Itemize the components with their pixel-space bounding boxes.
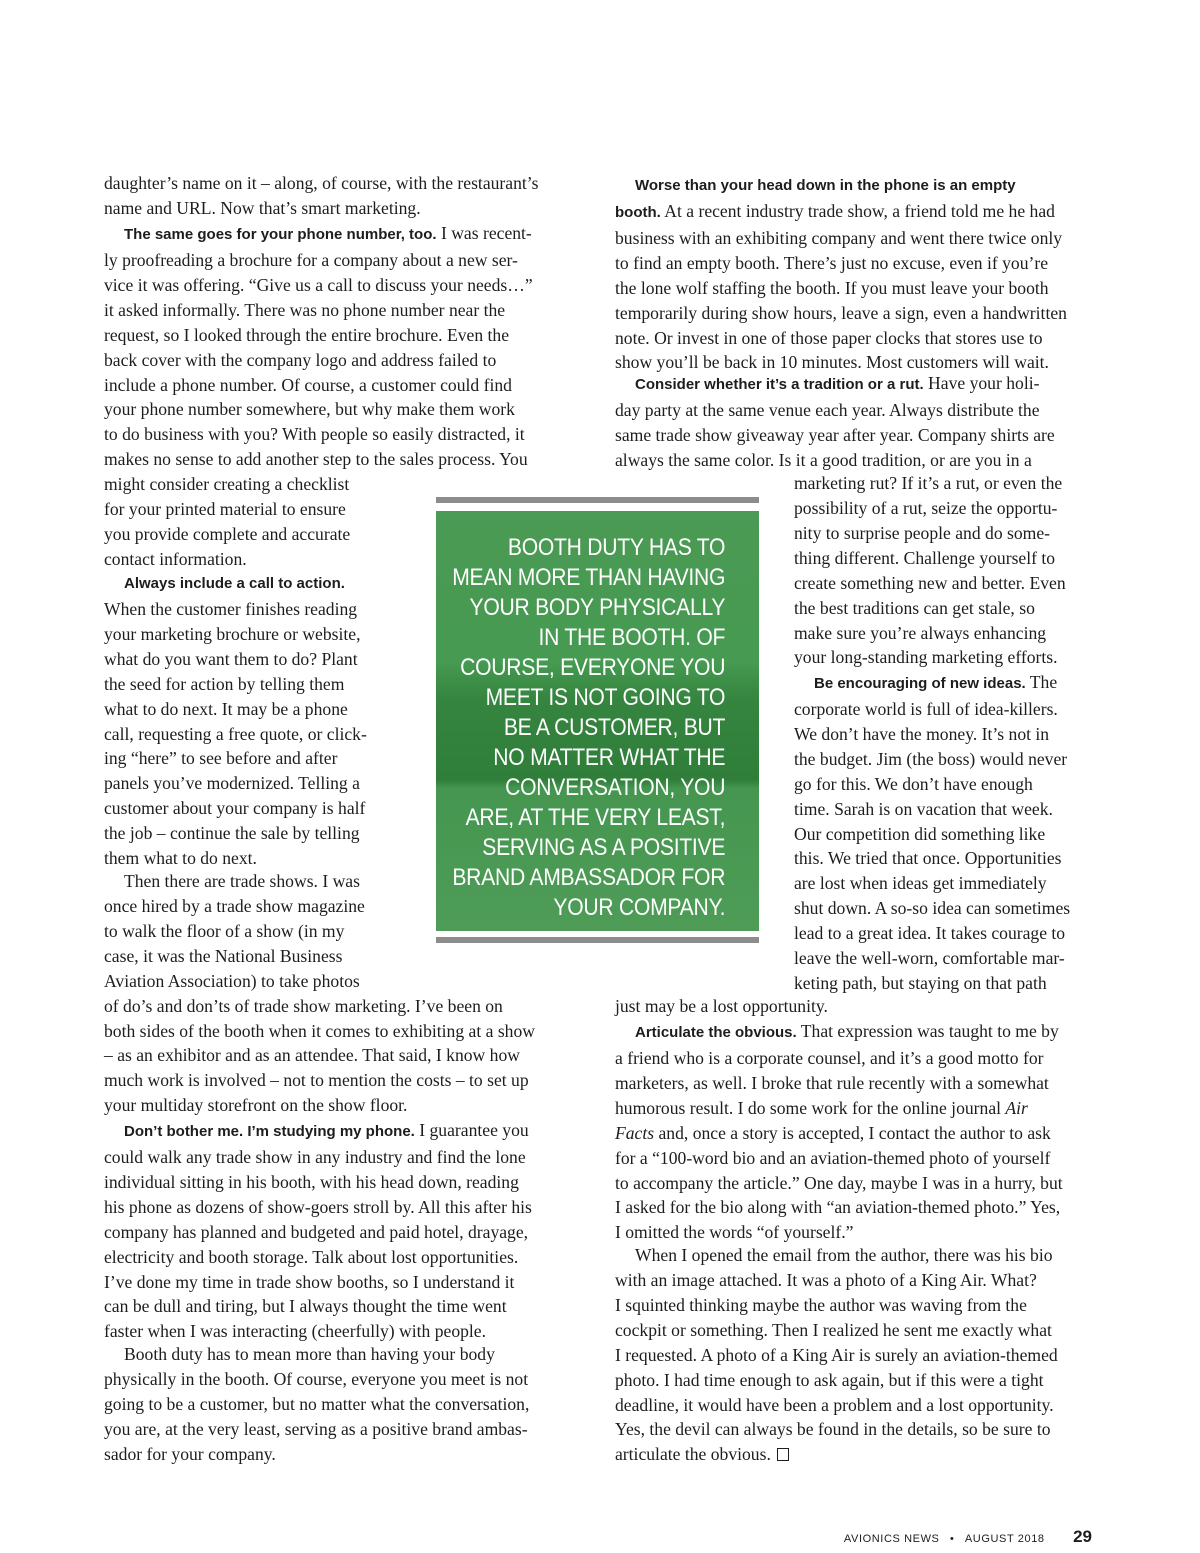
text-line: once hired by a trade show magazine — [104, 895, 365, 916]
text-line: of do’s and don’ts of trade show marketing. I’ve been on — [104, 995, 503, 1016]
text-line: marketing rut? If it’s a rut, or even the — [794, 473, 1063, 493]
paragraph-lead: The same goes for your phone number, too. — [124, 226, 437, 243]
text-line: are lost when ideas get immediately — [794, 873, 1047, 894]
text-line: for your printed material to ensure — [104, 499, 346, 520]
text-line: the job – continue the sale by telling — [104, 823, 360, 844]
text-line: same trade show giveaway year after year. Company shirts are — [615, 424, 1055, 445]
text-line: create something new and better. Even — [794, 572, 1066, 593]
text-line: going to be a customer, but no matter what the conversation, — [104, 1393, 530, 1414]
publication-name: AVIONICS NEWS — [843, 1533, 940, 1545]
text-line: nity to surprise people and do some- — [794, 522, 1051, 543]
text-line: I asked for the bio along with “an aviation-themed photo.” Yes, — [615, 1197, 1061, 1218]
text-line: might consider creating a checklist — [104, 474, 350, 495]
text-line: the best traditions can get stale, so — [794, 597, 1035, 618]
text-line: I guarantee you — [414, 1120, 529, 1140]
text-line: Then there are trade shows. I was — [124, 871, 360, 891]
text-line: I requested. A photo of a King Air is surely an aviation-themed — [615, 1344, 1058, 1365]
text-line: Yes, the devil can always be found in the details, so be sure to — [615, 1419, 1051, 1440]
text-line: business with an exhibiting company and went there twice only — [615, 227, 1063, 248]
footer-separator: • — [949, 1533, 955, 1545]
pull-quote-line: YOUR COMPANY. — [553, 894, 725, 921]
text-line: – as an exhibitor and as an attendee. That said, I know how — [104, 1045, 520, 1066]
text-line: makes no sense to add another step to the sales process. You — [104, 449, 528, 470]
text-line: shut down. A so-so idea can sometimes — [794, 898, 1071, 919]
text-line: day party at the same venue each year. Always distribute the — [615, 399, 1040, 420]
text-line: much work is involved – not to mention the costs – to set up — [104, 1070, 529, 1091]
pull-quote-line: ARE, AT THE VERY LEAST, — [465, 804, 725, 831]
text-line: electricity and booth storage. Talk about lost opportunities. — [104, 1246, 519, 1267]
paragraph-lead: Don’t bother me. I’m studying my phone. — [124, 1123, 415, 1140]
pull-quote-line: NO MATTER WHAT THE — [493, 744, 725, 771]
text-line: That expression was taught to me by — [796, 1021, 1059, 1041]
text-line: back cover with the company logo and address failed to — [104, 349, 497, 370]
text-line: it asked informally. There was no phone number near the — [104, 299, 506, 320]
text-line: show you’ll be back in 10 minutes. Most customers will wait. — [615, 352, 1049, 373]
text-line: leave the well-worn, comfortable mar- — [794, 948, 1065, 969]
text-line: you provide complete and accurate — [104, 524, 351, 545]
pull-quote-line: BRAND AMBASSADOR FOR — [452, 864, 725, 891]
text-line: I was recent- — [436, 223, 532, 243]
text-line: corporate world is full of idea-killers. — [794, 698, 1058, 719]
text-line: articulate the obvious. — [615, 1444, 771, 1465]
text-line: I squinted thinking maybe the author was waving from the — [615, 1294, 1027, 1315]
text-line: with an image attached. It was a photo of a King Air. What? — [615, 1269, 1037, 1290]
text-line: your multiday storefront on the show floor. — [104, 1095, 408, 1116]
text-line: this. We tried that once. Opportunities — [794, 848, 1062, 869]
text-line: possibility of a rut, seize the opportu- — [794, 497, 1058, 518]
text-line: the lone wolf staffing the booth. If you must leave your booth — [615, 277, 1049, 298]
pull-quote-line: BOOTH DUTY HAS TO — [507, 534, 725, 561]
text-line: individual sitting in his booth, with his head down, reading — [104, 1171, 519, 1192]
text-line: I’ve done my time in trade show booths, so I understand it — [104, 1271, 515, 1292]
end-of-article-square-icon — [777, 1448, 789, 1461]
pull-quote-line: BE A CUSTOMER, BUT — [503, 714, 725, 741]
text-line: vice it was offering. “Give us a call to discuss your needs…” — [104, 274, 533, 295]
text-line: Facts and, once a story is accepted, I contact the author to ask — [615, 1122, 1051, 1143]
text-line: your marketing brochure or website, — [104, 623, 361, 644]
text-line: the budget. Jim (the boss) would never — [794, 748, 1068, 769]
paragraph-lead: Consider whether it’s a tradition or a rut. — [635, 376, 924, 393]
text-line: for a “100-word bio and an aviation-themed photo of yourself — [615, 1147, 1051, 1168]
text-line: go for this. We don’t have enough — [794, 773, 1033, 794]
pull-quote-line: SERVING AS A POSITIVE — [482, 834, 725, 861]
paragraph-lead: Always include a call to action. — [124, 575, 345, 592]
text-line: temporarily during show hours, leave a sign, even a handwritten — [615, 302, 1067, 323]
text-line: keting path, but staying on that path — [794, 973, 1047, 994]
text-line: photo. I had time enough to ask again, but if this were a tight — [615, 1369, 1044, 1390]
text-line: his phone as dozens of show-goers stroll by. All this after his — [104, 1196, 532, 1217]
text-line: When the customer finishes reading — [104, 598, 358, 619]
pull-quote — [436, 511, 759, 931]
paragraph-restaurant-url — [104, 171, 539, 221]
text-line: customer about your company is half — [104, 798, 366, 819]
text-line: sador for your company. — [104, 1443, 276, 1464]
text-line: faster when I was interacting (cheerfully) with people. — [104, 1321, 487, 1342]
text-line: contact information. — [104, 548, 247, 569]
text-line: your long-standing marketing efforts. — [794, 647, 1058, 668]
text-line: the seed for action by telling them — [104, 673, 345, 694]
text-line: you are, at the very least, serving as a positive brand ambas- — [104, 1418, 528, 1439]
paragraph-empty-booth — [615, 172, 1067, 375]
pull-quote-line: YOUR BODY PHYSICALLY — [469, 594, 725, 621]
text-line: what do you want them to do? Plant — [104, 648, 358, 669]
text-line: cockpit or something. Then I realized he sent me exactly what — [615, 1319, 1052, 1340]
text-line: ly proofreading a brochure for a company about a new ser- — [104, 249, 518, 270]
text-line: company has planned and budgeted and paid hotel, drayage, — [104, 1221, 529, 1242]
text-line: request, so I looked through the entire brochure. Even the — [104, 324, 510, 345]
text-line: note. Or invest in one of those paper clocks that stores use to — [615, 327, 1043, 348]
text-line: physically in the booth. Of course, everyone you meet is not — [104, 1368, 529, 1389]
paragraph-booth-duty — [104, 1342, 529, 1467]
paragraph-tradition-continued — [794, 471, 1066, 670]
text-line: both sides of the booth when it comes to exhibiting at a show — [104, 1020, 535, 1041]
text-line: what to do next. It may be a phone — [104, 698, 348, 719]
text-line: daughter’s name on it – along, of course, with the restaurant’s — [104, 173, 539, 193]
pull-quote-line: IN THE BOOTH. OF — [538, 624, 725, 651]
text-line: At a recent industry trade show, a friend told me he had — [660, 200, 1055, 221]
text-line: deadline, it would have been a problem and a lost opportunity. — [615, 1394, 1054, 1415]
text-line: them what to do next. — [104, 848, 257, 869]
paragraph-new-ideas — [794, 670, 1070, 996]
paragraph-lead: Worse than your head down in the phone is an empty — [635, 177, 1016, 194]
text-line: name and URL. Now that’s smart marketing. — [104, 197, 421, 218]
text-line: to walk the floor of a show (in my — [104, 920, 345, 941]
text-line: humorous result. I do some work for the online journal Air — [615, 1097, 1028, 1118]
text-line: Our competition did something like — [794, 823, 1046, 844]
text-line: I omitted the words “of yourself.” — [615, 1222, 854, 1243]
paragraph-studying-phone — [104, 1118, 532, 1344]
text-line: a friend who is a corporate counsel, and it’s a good motto for — [615, 1047, 1044, 1068]
pull-quote-line: CONVERSATION, YOU — [504, 774, 725, 801]
paragraph-lead: Articulate the obvious. — [635, 1024, 797, 1041]
paragraph-lead: Be encouraging of new ideas. — [814, 675, 1026, 692]
page-footer — [844, 1527, 1092, 1547]
text-line: Aviation Association) to take photos — [104, 970, 360, 991]
pull-quote-top-rule — [436, 497, 759, 503]
text-line: call, requesting a free quote, or click- — [104, 723, 367, 744]
paragraph-articulate-obvious — [615, 1019, 1063, 1245]
paragraph-lost-opportunity — [615, 994, 828, 1019]
text-line: to find an empty booth. There’s just no excuse, even if you’re — [615, 252, 1049, 273]
pull-quote-bottom-rule — [436, 937, 759, 943]
text-line: make sure you’re always enhancing — [794, 622, 1047, 643]
text-line: case, it was the National Business — [104, 945, 343, 966]
text-line: lead to a great idea. It takes courage to — [794, 923, 1066, 944]
text-line: include a phone number. Of course, a customer could find — [104, 374, 512, 395]
pull-quote-line: COURSE, EVERYONE YOU — [459, 654, 725, 681]
pull-quote-line: MEAN MORE THAN HAVING — [452, 564, 725, 591]
paragraph-call-to-action — [104, 570, 367, 871]
text-line: to do business with you? With people so easily distracted, it — [104, 424, 525, 445]
text-line: We don’t have the money. It’s not in — [794, 723, 1050, 744]
page-number: 29 — [1073, 1527, 1092, 1546]
paragraph-lead-continued: booth. — [615, 203, 661, 221]
text-line: could walk any trade show in any industry and find the lone — [104, 1146, 526, 1167]
paragraph-tradition-or-rut — [615, 371, 1055, 473]
text-line: time. Sarah is on vacation that week. — [794, 798, 1053, 819]
pull-quote-line: MEET IS NOT GOING TO — [485, 684, 725, 711]
text-line: panels you’ve modernized. Telling a — [104, 773, 360, 794]
pull-quote-text — [452, 533, 725, 923]
text-line: always the same color. Is it a good tradition, or are you in a — [615, 449, 1032, 470]
paragraph-email-from-author — [615, 1243, 1058, 1467]
text-line: your phone number somewhere, but why make them work — [104, 399, 515, 420]
text-line: Booth duty has to mean more than having your body — [124, 1344, 495, 1364]
text-line: thing different. Challenge yourself to — [794, 547, 1056, 568]
text-line: to accompany the article.” One day, maybe I was in a hurry, but — [615, 1172, 1063, 1193]
text-line: The — [1025, 672, 1058, 692]
issue-date: AUGUST 2018 — [964, 1533, 1045, 1545]
text-line: just may be a lost opportunity. — [615, 996, 828, 1016]
text-line: When I opened the email from the author, there was his bio — [635, 1245, 1053, 1265]
text-line: ing “here” to see before and after — [104, 748, 338, 769]
text-line: can be dull and tiring, but I always thought the time went — [104, 1296, 507, 1317]
text-line: marketers, as well. I broke that rule recently with a somewhat — [615, 1072, 1049, 1093]
text-line: Have your holi- — [923, 373, 1040, 393]
